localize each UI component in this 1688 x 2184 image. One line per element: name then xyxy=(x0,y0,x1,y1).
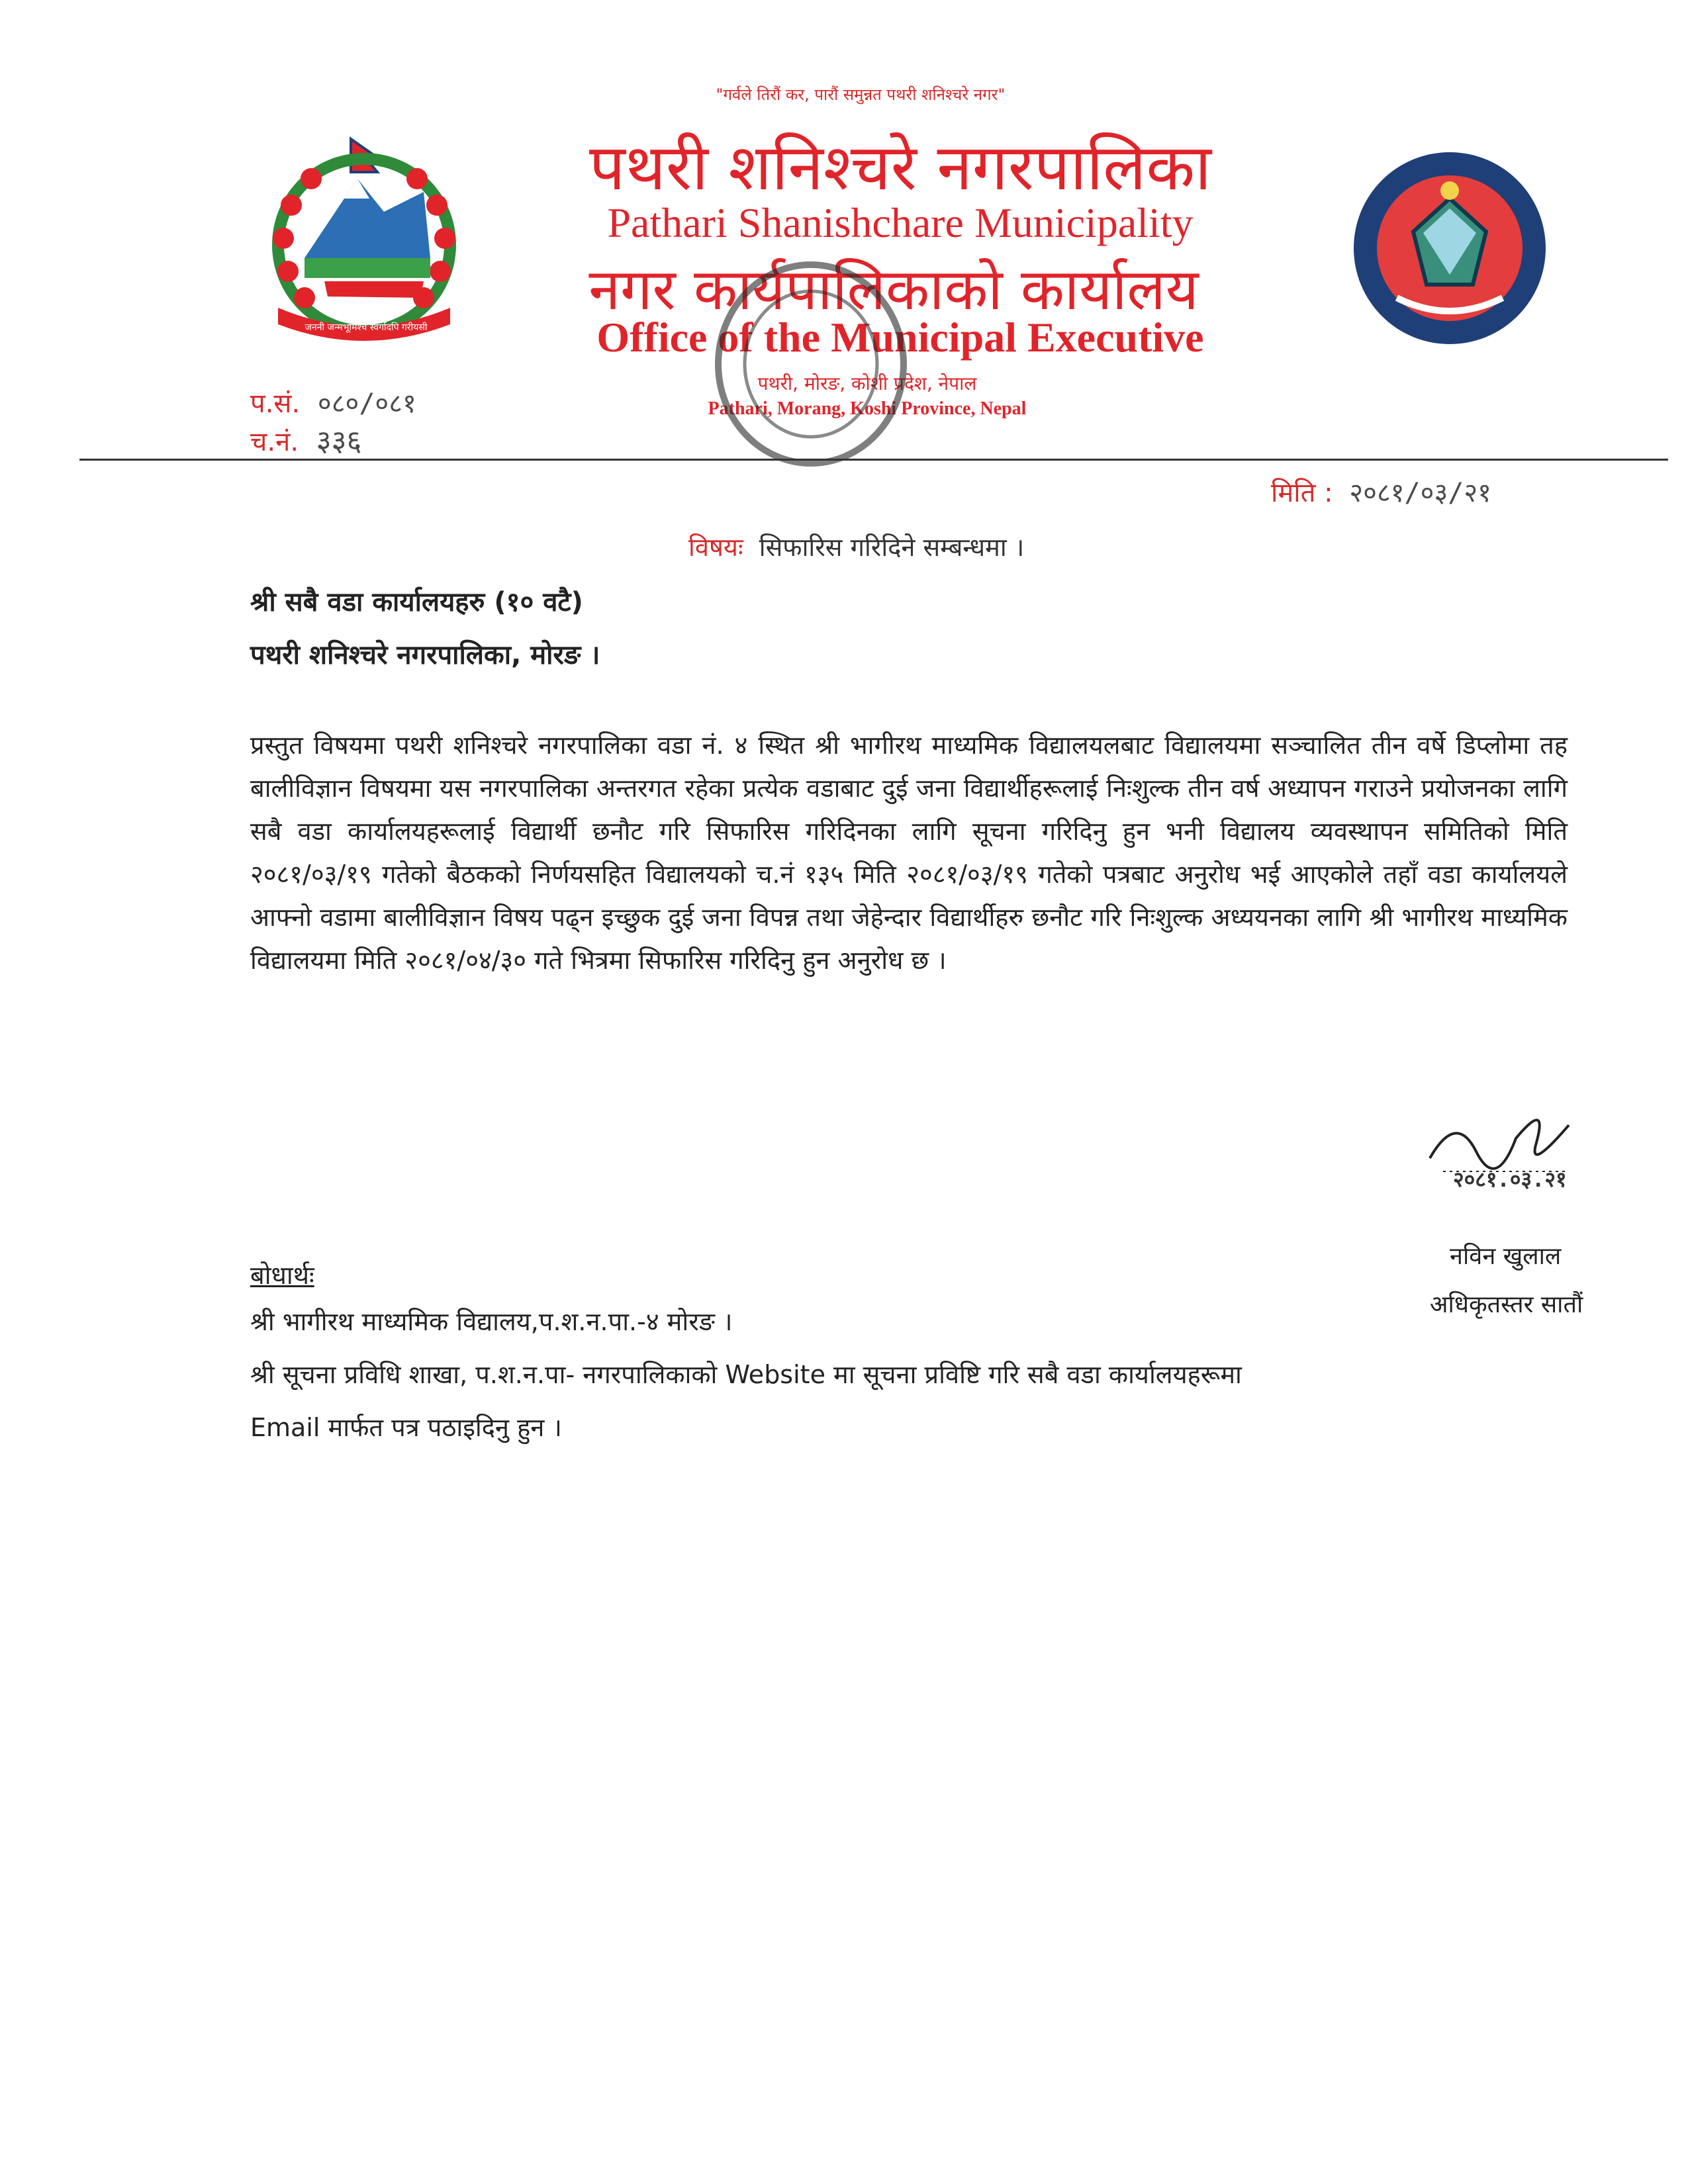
municipality-logo-icon xyxy=(1350,146,1549,351)
header-divider xyxy=(79,459,1668,461)
letter-date xyxy=(1271,473,1491,510)
ps-label: प.सं. xyxy=(250,388,301,419)
office-round-stamp-icon xyxy=(702,248,920,480)
letter-body: प्रस्तुत विषयमा पथरी शनिश्चरे नगरपालिका वडा नं. ४ स्थित श्री भागीरथ माध्यमिक विद्यालयलबाट विद्यालयमा सञ्चालित तीन वर्षे डिप्लोमा तह बालीविज्ञान विषयमा यस नगरपालिका अन्तरगत रहेका प्रत्येक वडाबाट दुई जना विद्यार्थीहरूलाई निःशुल्क तीन वर्ष अध्यापन गराउने प्रयोजनका लागि सबै वडा कार्यालयहरूलाई विद्यार्थी छनौट गरि सिफारिस गरिदिनका लागि सूचना गरिदिनु हुन भनी विद्यालय व्यवस्थापन समितिको मिति २०८१/०३/१९ गतेको बैठकको निर्णयसहित विद्यालयको च.नं १३५ मिति २०८१/०३/१९ गतेको पत्रबाट अनुरोध भई आएकोले तहाँ वडा कार्यालयले आफ्नो वडामा बालीविज्ञान विषय पढ्न इच्छुक दुई जना विपन्न तथा जेहेन्दार विद्यार्थीहरु छनौट गरि निःशुल्क अध्ययनका लागि श्री भागीरथ माध्यमिक विद्यालयमा मिति २०८१/०४/३० गते भित्रमा सिफारिस गरिदिनु हुन अनुरोध छ । xyxy=(250,731,1568,975)
municipality-title-en: Pathari Shanishchare Municipality xyxy=(607,199,1194,246)
address-np: पथरी, मोरङ, कोशी प्रदेश, नेपाल xyxy=(757,373,977,394)
signature-date: २०८१.०३.२१ xyxy=(1453,1167,1567,1192)
nepal-emblem-icon xyxy=(252,132,477,344)
subject-line xyxy=(688,529,1024,564)
reference-cn xyxy=(250,420,361,459)
cc-line1: श्री भागीरथ माध्यमिक विद्यालय,प.श.न.पा.-४ मोरङ । xyxy=(250,1307,733,1336)
signatory-designation: अधिकृतस्तर सातौं xyxy=(1430,1291,1583,1318)
cn-value: ३३६ xyxy=(316,424,362,458)
signatory-name: नविन खुलाल xyxy=(1450,1243,1562,1270)
subject-label: विषयः xyxy=(688,533,743,562)
addressee-line1: श्री सबै वडा कार्यालयहरु (१० वटै) xyxy=(250,587,583,617)
cc-line2: श्री सूचना प्रविधि शाखा, प.श.न.पा- नगरपालिकाको Website मा सूचना प्रविष्टि गरि सबै वडा कार्यालयहरूमा xyxy=(250,1360,1242,1389)
office-title-en: Office of the Municipal Executive xyxy=(596,314,1204,361)
subject-text: सिफारिस गरिदिने सम्बन्धमा । xyxy=(759,533,1025,562)
municipality-title-np: पथरी शनिश्चरे नगरपालिका xyxy=(588,130,1211,205)
office-title-np: नगर कार्यपालिकाको कार्यालय xyxy=(588,257,1199,323)
reference-ps xyxy=(250,384,416,420)
addressee-line2: पथरी शनिश्चरे नगरपालिका, मोरङ । xyxy=(250,640,600,670)
cc-line3: Email मार्फत पत्र पठाइदिनु हुन । xyxy=(250,1413,562,1442)
address-en: Pathari, Morang, Koshi Province, Nepal xyxy=(708,398,1027,419)
ps-value: ०८०/०८१ xyxy=(317,388,416,419)
emblem-motto: जननी जन्मभूमिश्च स्वर्गादपि गरीयसी xyxy=(305,322,428,333)
slogan: "गर्वले तिरौं कर, पारौं समुन्नत पथरी शनिश्चरे नगर" xyxy=(716,85,1006,104)
date-label: मिति : xyxy=(1271,478,1333,508)
cc-heading: बोधार्थः xyxy=(250,1261,314,1290)
cn-label: च.नं. xyxy=(250,427,299,457)
date-value: २०८१/०३/२१ xyxy=(1349,478,1491,508)
